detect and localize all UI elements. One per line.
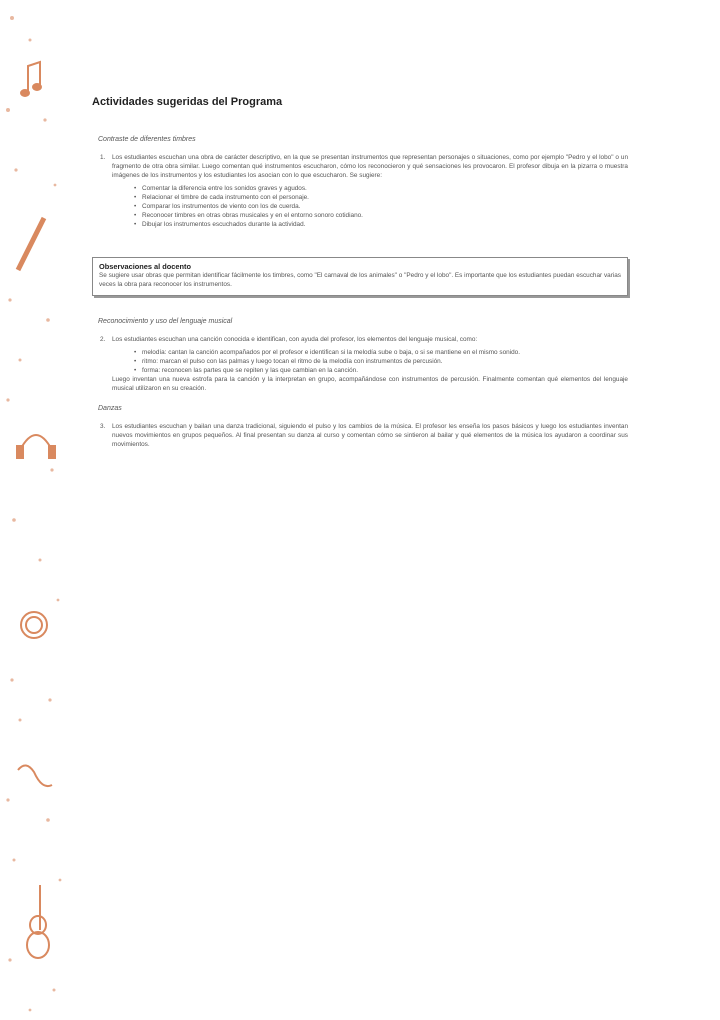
list-item: • ritmo: marcan el pulso con las palmas y luego tocan el ritmo de la melodía con instrumentos de percusión. — [142, 357, 628, 366]
list-item: • Reconocer timbres en otras obras musicales y en el entorno sonoro cotidiano. — [142, 211, 628, 220]
bullet-list-2 — [92, 348, 628, 375]
page-title: Actividades sugeridas del Programa — [92, 96, 283, 108]
paragraph-3 — [92, 422, 628, 449]
teacher-note-box — [92, 257, 628, 296]
list-item: • melodía: cantan la canción acompañados por el profesor e identifican si la melodía sube o baja, o si se mantiene en el mismo sonido. — [142, 348, 628, 357]
decorative-margin — [0, 0, 90, 1020]
paragraph-text: Los estudiantes escuchan una obra de carácter descriptivo, en la que se presentan instrumentos que representan personajes o situaciones, como por ejemplo "Pedro y el lobo" o un fragmento de otra obra similar. Luego comentan qué instrumentos escucharon, cómo los reconocieron y qué sensaciones les provocaron. El profesor dibuja en la pizarra o muestra imágenes de los instrumentos y los estudiantes los asocian con lo que escucharon. Se sugiere: — [112, 154, 628, 179]
document-body — [92, 96, 628, 453]
list-item: • forma: reconocen las partes que se repiten y las que cambian en la canción. — [142, 366, 628, 375]
list-item: • Relacionar el timbre de cada instrumento con el personaje. — [142, 193, 628, 202]
section-heading-lenguaje: Reconocimiento y uso del lenguaje musical — [98, 318, 233, 325]
paragraph-2 — [92, 335, 628, 344]
section-heading-danzas: Danzas — [98, 405, 122, 412]
paragraph-number: 1. — [100, 154, 106, 161]
list-item: • Comentar la diferencia entre los sonidos graves y agudos. — [142, 184, 628, 193]
bullet-list-1 — [92, 184, 628, 229]
paragraph-number: 2. — [100, 336, 106, 343]
paragraph-text: Los estudiantes escuchan y bailan una danza tradicional, siguiendo el pulso y los cambios de la música. El profesor les enseña los pasos básicos y luego los estudiantes inventan nuevos movimientos en grupos pequeños. Al final presentan su danza al curso y comentan cómo se sintieron al bailar y qué elementos de la música los ayudaron a coordinar sus movimientos. — [112, 423, 628, 448]
paragraph-text: Los estudiantes escuchan una canción conocida e identifican, con ayuda del profesor, los elementos del lenguaje musical, como: — [112, 336, 478, 343]
note-text: Se sugiere usar obras que permitan identificar fácilmente los timbres, como "El carnaval de los animales" o "Pedro y el lobo". Es importante que los estudiantes puedan escuchar varias veces la obra para reconocer los instrumentos. — [99, 272, 621, 288]
list-item: • Comparar los instrumentos de viento con los de cuerda. — [142, 202, 628, 211]
list-item: • Dibujar los instrumentos escuchados durante la actividad. — [142, 220, 628, 229]
paragraph-number: 3. — [100, 423, 106, 430]
note-title: Observaciones al docento — [99, 262, 192, 271]
closing-paragraph: Luego inventan una nueva estrofa para la canción y la interpretan en grupo, acompañándose con instrumentos de percusión. Finalmente comentan qué elementos del lenguaje musical utilizaron en su creación. — [112, 376, 628, 392]
paragraph-1 — [92, 153, 628, 180]
section-heading-timbres: Contraste de diferentes timbres — [98, 136, 196, 143]
